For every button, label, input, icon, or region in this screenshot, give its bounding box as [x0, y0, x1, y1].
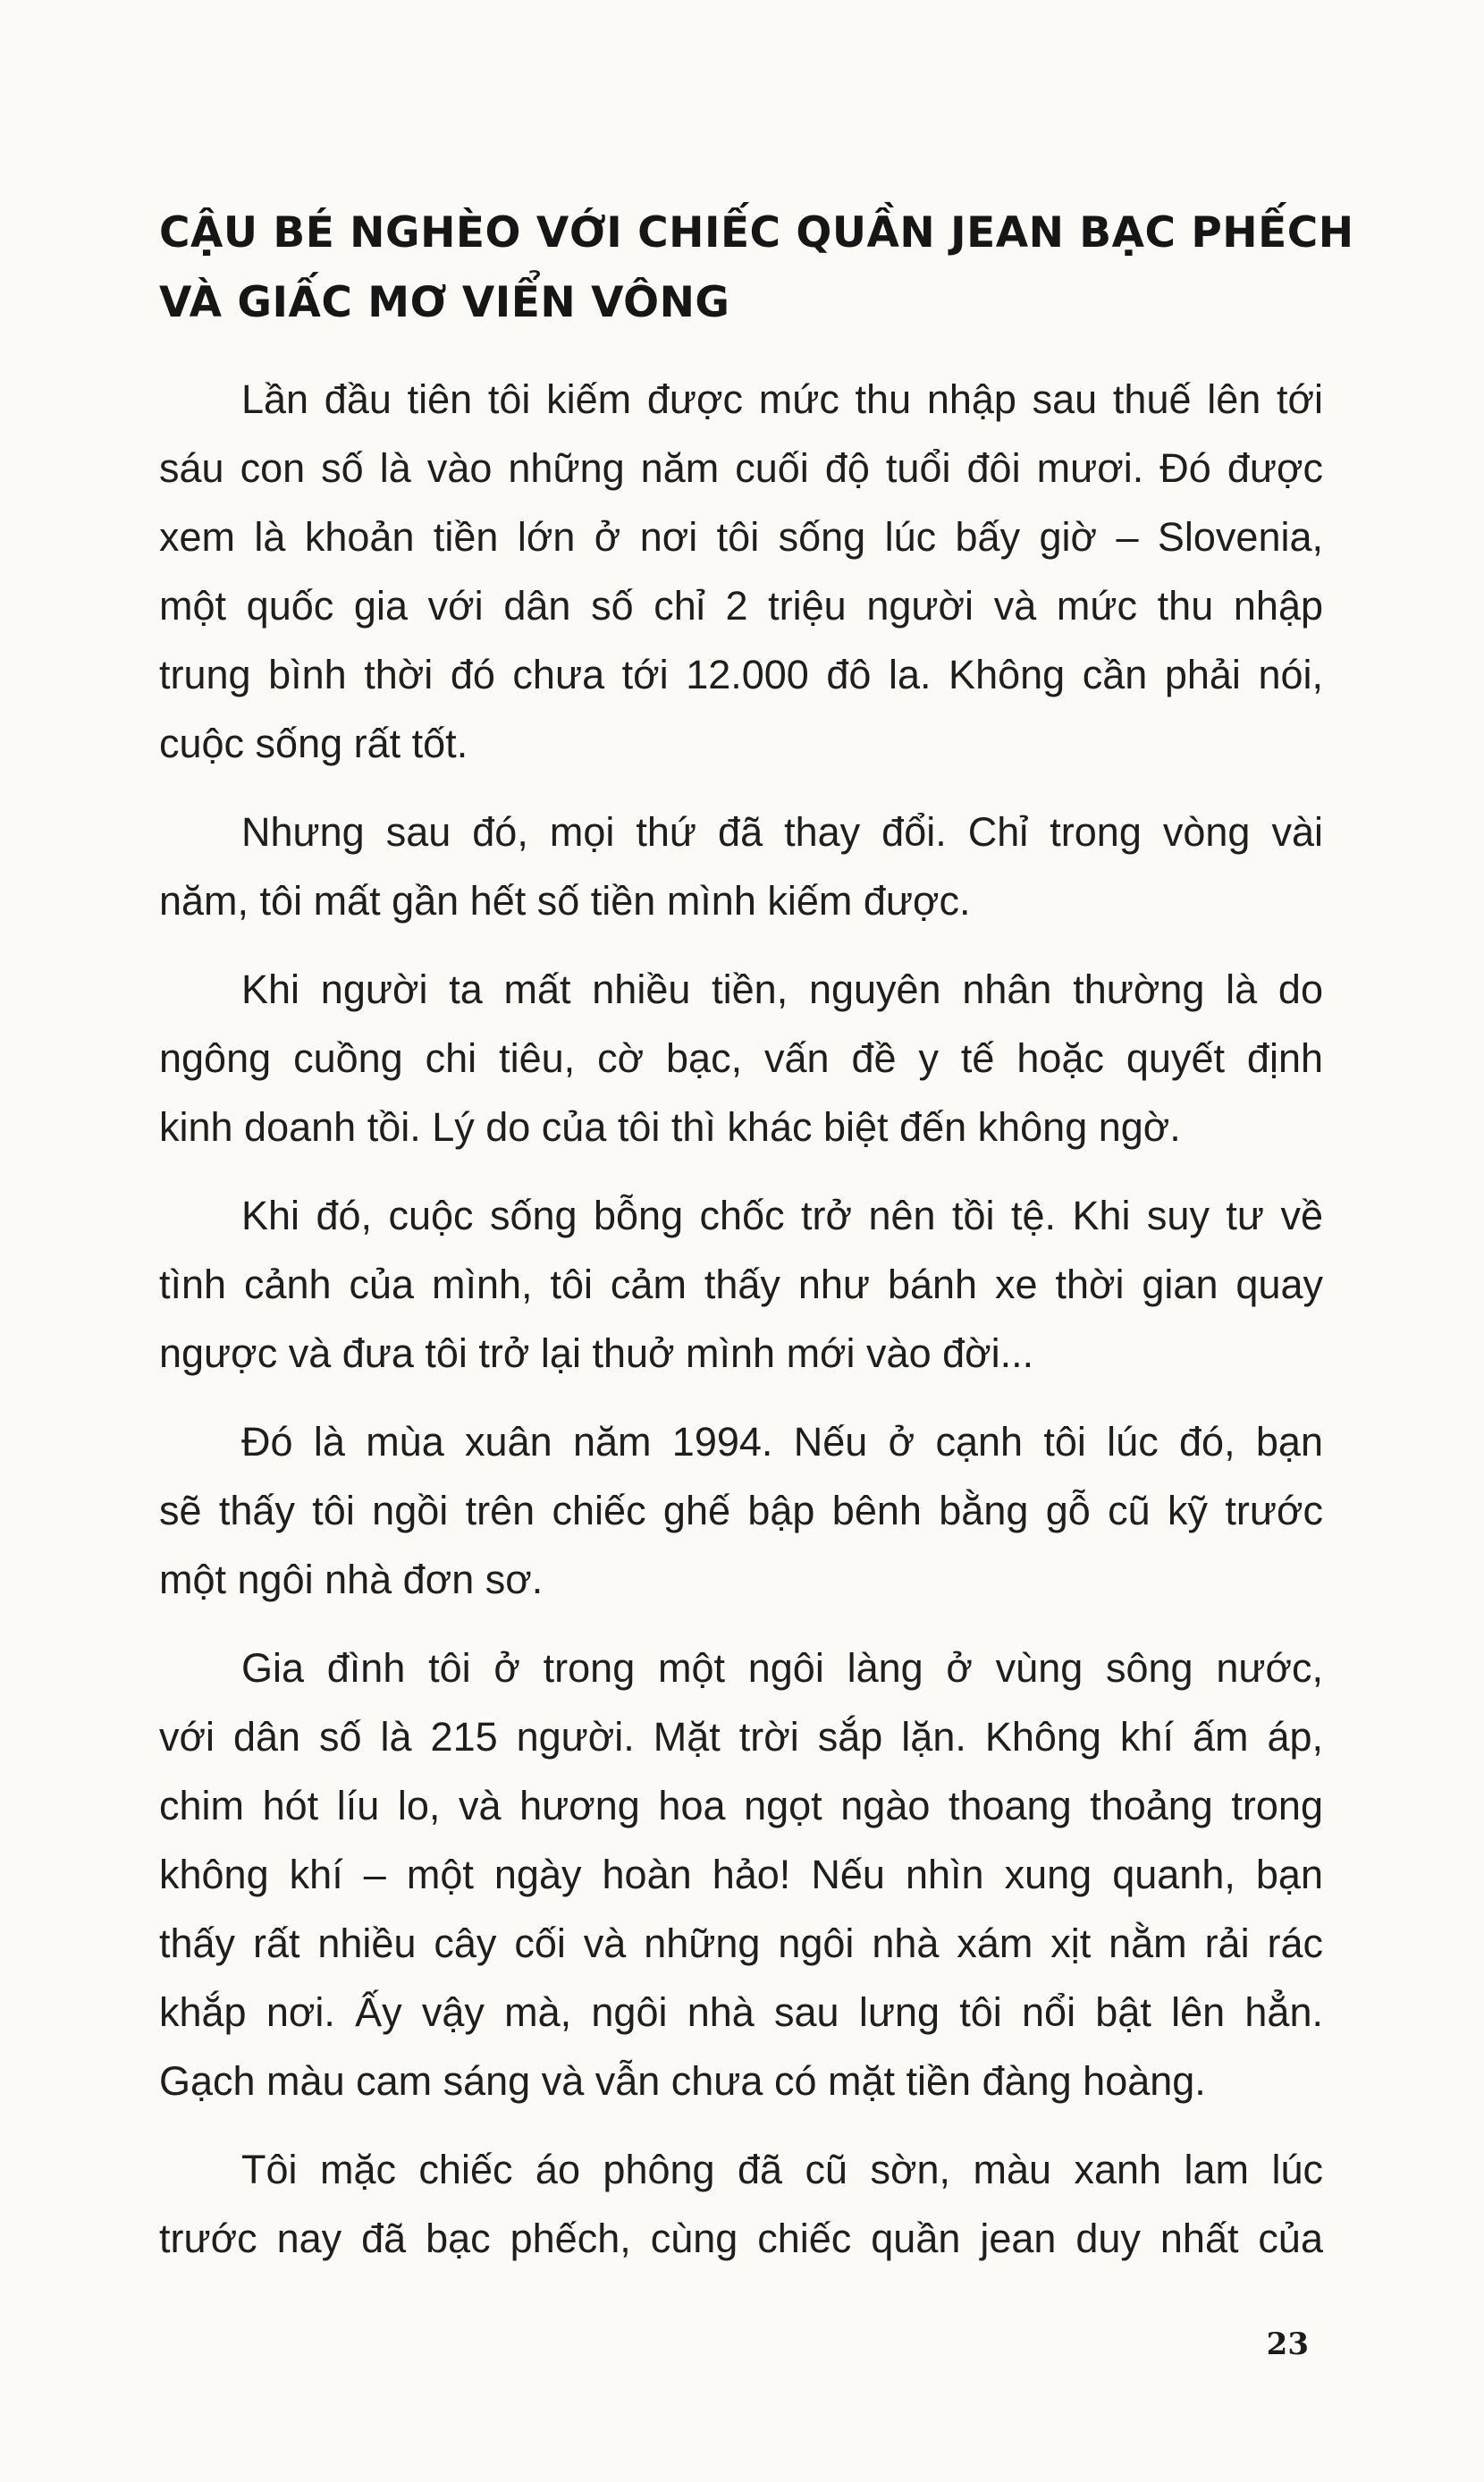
text-line: Gia đình tôi ở trong một ngôi làng ở vùng sông nước,	[241, 1645, 1323, 1691]
page-number: 23	[1266, 2326, 1309, 2362]
chapter-title-line: VÀ GIẤC MƠ VIỂN VÔNG	[159, 278, 730, 327]
paragraph	[159, 2135, 1323, 2273]
paragraph	[159, 1181, 1323, 1388]
text-line: khắp nơi. Ấy vậy mà, ngôi nhà sau lưng tôi nổi bật lên hẳn.	[159, 1989, 1323, 2035]
text-line: sẽ thấy tôi ngồi trên chiếc ghế bập bênh bằng gỗ cũ kỹ trước	[159, 1488, 1323, 1533]
text-line: với dân số là 215 người. Mặt trời sắp lặn. Không khí ấm áp,	[159, 1714, 1323, 1760]
paragraph	[159, 365, 1323, 778]
paragraph	[159, 1407, 1323, 1614]
text-line: cuộc sống rất tốt.	[159, 721, 468, 766]
text-line: Lần đầu tiên tôi kiếm được mức thu nhập sau thuế lên tới	[241, 376, 1323, 422]
text-line: Nhưng sau đó, mọi thứ đã thay đổi. Chỉ trong vòng vài	[241, 809, 1323, 855]
text-line: một quốc gia với dân số chỉ 2 triệu người và mức thu nhập	[159, 583, 1323, 629]
text-line: không khí – một ngày hoàn hảo! Nếu nhìn xung quanh, bạn	[159, 1852, 1323, 1897]
text-line: Khi đó, cuộc sống bỗng chốc trở nên tồi tệ. Khi suy tư về	[241, 1193, 1323, 1238]
text-line: tình cảnh của mình, tôi cảm thấy như bánh xe thời gian quay	[159, 1262, 1323, 1307]
chapter-title-line: CẬU BÉ NGHÈO VỚI CHIẾC QUẦN JEAN BẠC PHẾCH	[159, 208, 1354, 257]
text-line: một ngôi nhà đơn sơ.	[159, 1557, 544, 1602]
text-line: kinh doanh tồi. Lý do của tôi thì khác biệt đến không ngờ.	[159, 1104, 1181, 1150]
text-line: Đó là mùa xuân năm 1994. Nếu ở cạnh tôi lúc đó, bạn	[241, 1419, 1323, 1465]
text-line: trung bình thời đó chưa tới 12.000 đô la. Không cần phải nói,	[159, 652, 1323, 697]
text-line: sáu con số là vào những năm cuối độ tuổi đôi mươi. Đó được	[159, 445, 1323, 491]
text-line: Khi người ta mất nhiều tiền, nguyên nhân thường là do	[241, 967, 1323, 1012]
text-line: Gạch màu cam sáng và vẫn chưa có mặt tiền đàng hoàng.	[159, 2058, 1206, 2104]
text-line: ngông cuồng chi tiêu, cờ bạc, vấn đề y tế hoặc quyết định	[159, 1035, 1323, 1081]
paragraph	[159, 955, 1323, 1161]
paragraph	[159, 1634, 1323, 2115]
text-line: chim hót líu lo, và hương hoa ngọt ngào thoang thoảng trong	[159, 1783, 1323, 1828]
text-line: Tôi mặc chiếc áo phông đã cũ sờn, màu xanh lam lúc	[241, 2147, 1323, 2192]
body-text	[159, 365, 1323, 2292]
text-line: xem là khoản tiền lớn ở nơi tôi sống lúc bấy giờ – Slovenia,	[159, 514, 1323, 560]
text-line: ngược và đưa tôi trở lại thuở mình mới vào đời...	[159, 1330, 1034, 1376]
text-line: trước nay đã bạc phếch, cùng chiếc quần jean duy nhất của	[159, 2216, 1323, 2261]
text-line: thấy rất nhiều cây cối và những ngôi nhà xám xịt nằm rải rác	[159, 1921, 1323, 1966]
text-line: năm, tôi mất gần hết số tiền mình kiếm được.	[159, 878, 971, 924]
chapter-title	[159, 198, 1354, 338]
paragraph	[159, 798, 1323, 935]
